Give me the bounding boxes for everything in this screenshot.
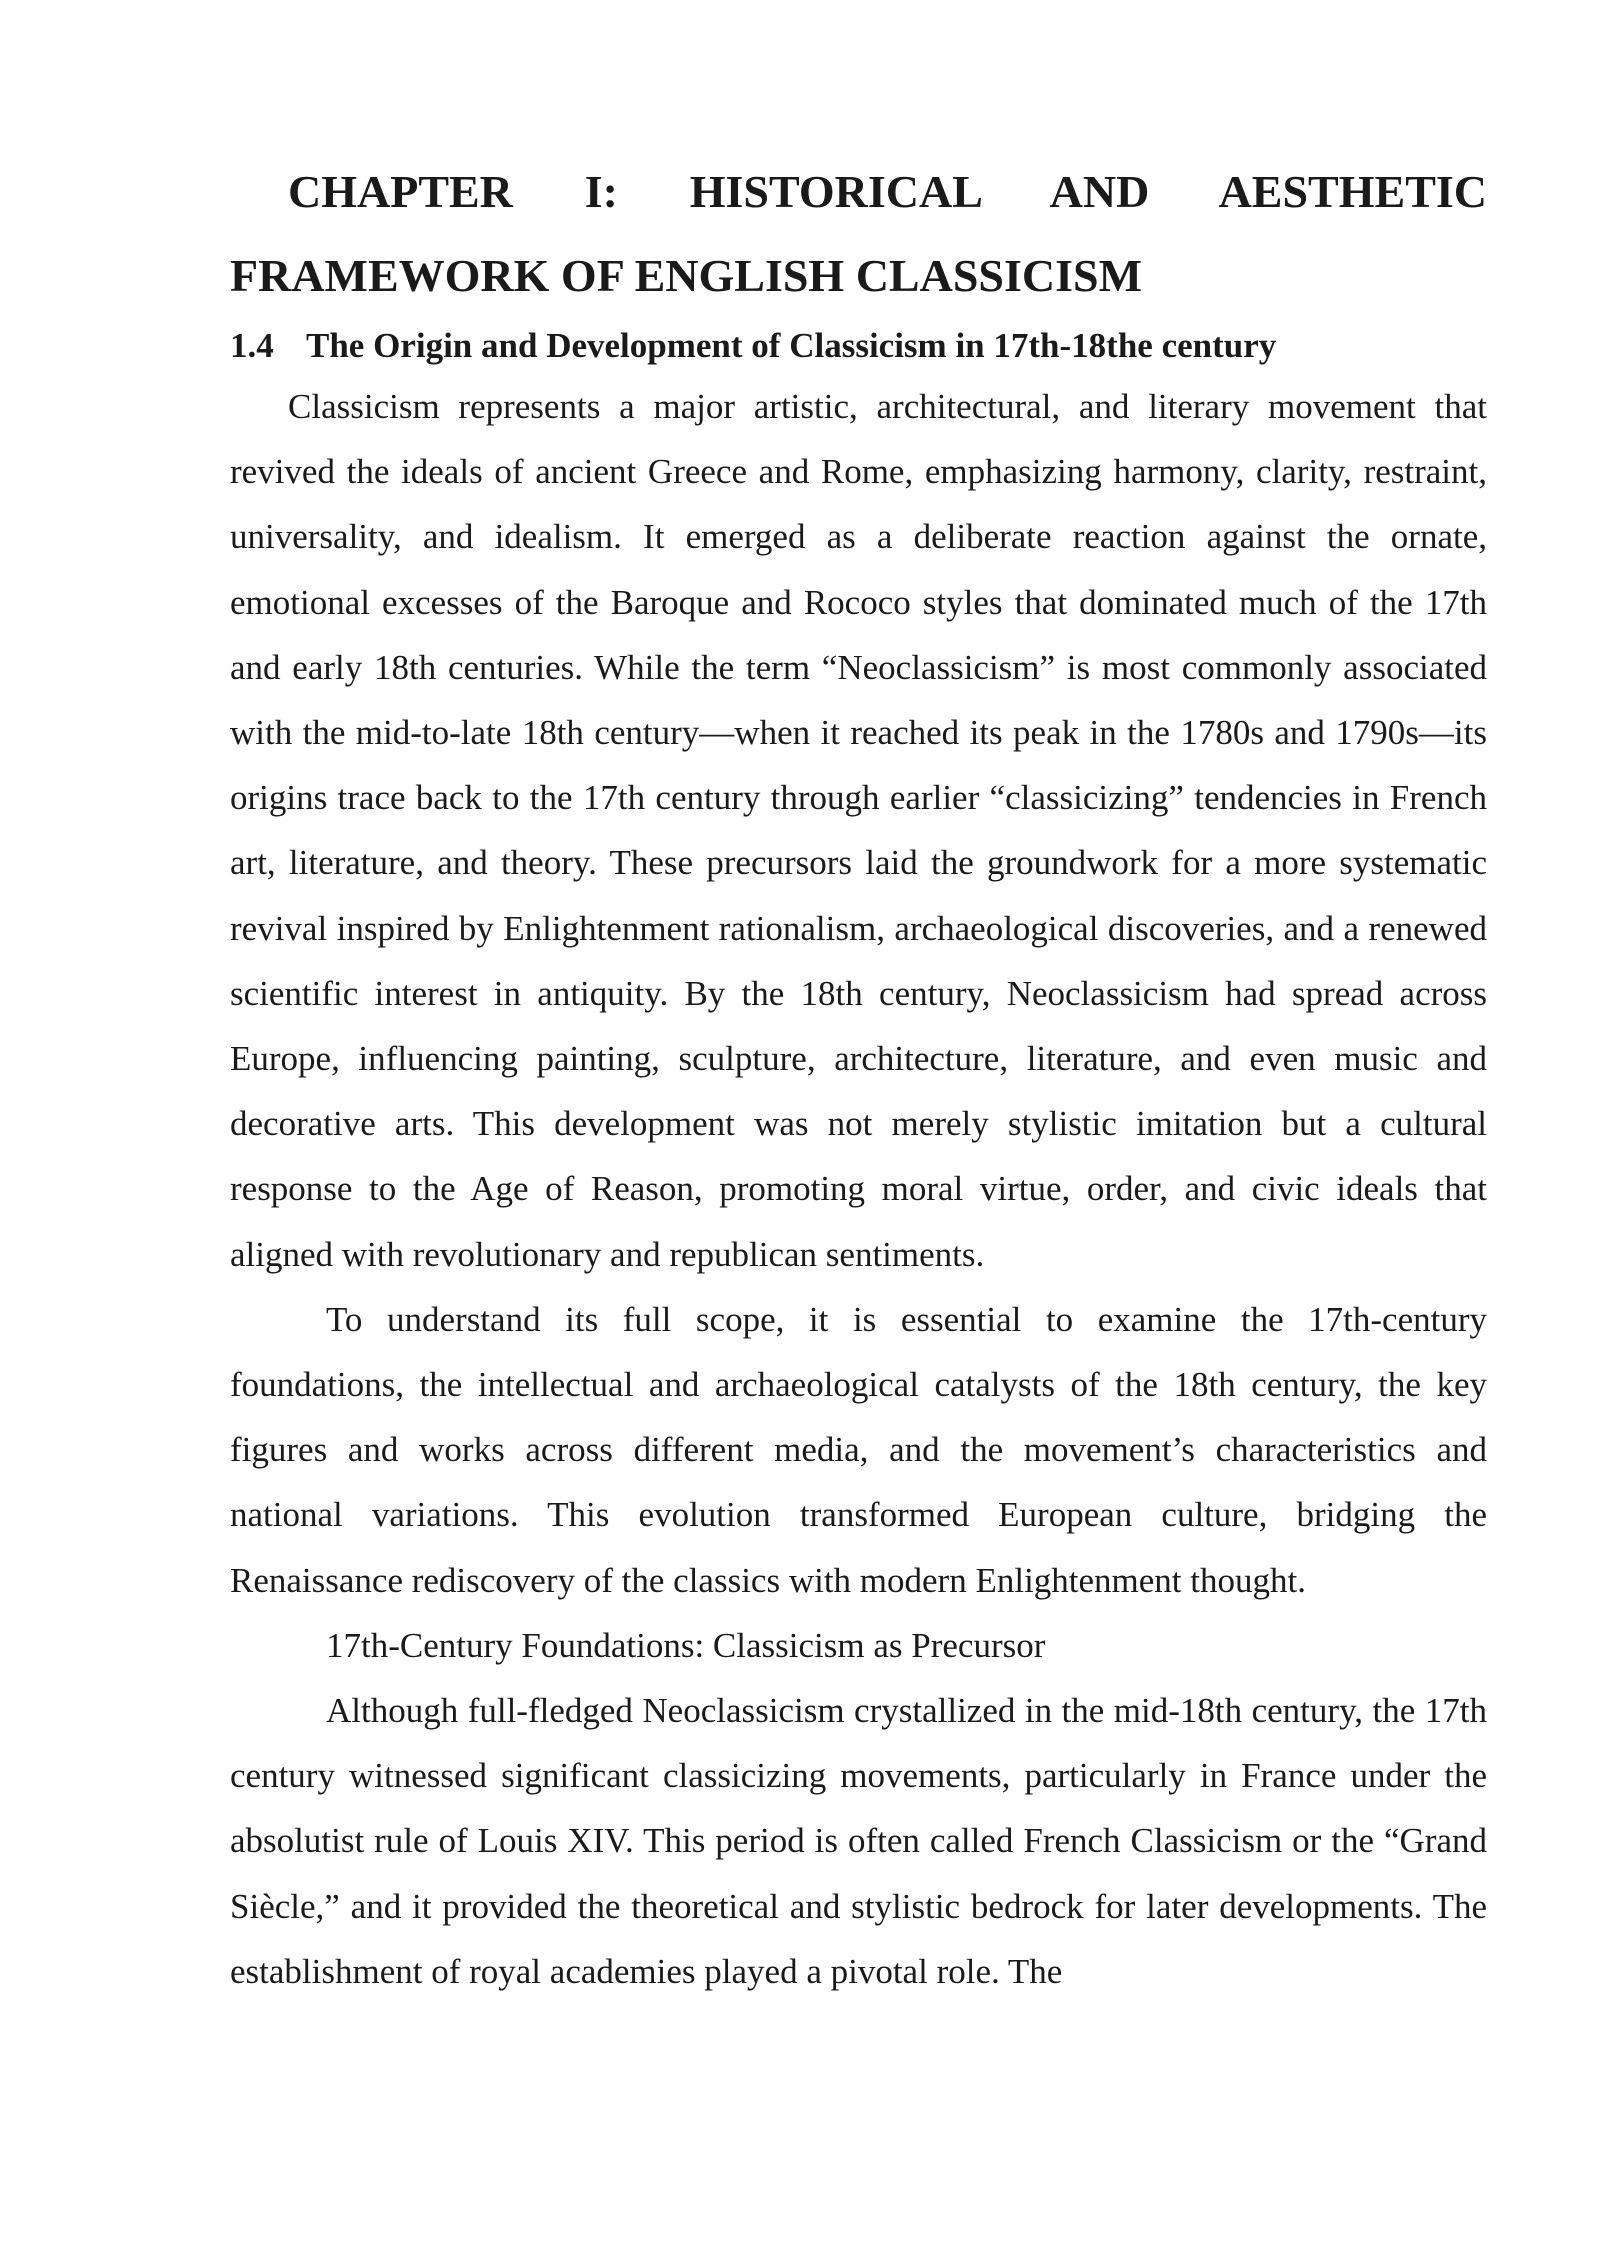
paragraph-2: To understand its full scope, it is essential to examine the 17th-century foundations, the intellectual and archaeological catalysts of the 18th century, the key figures and works across different media, and the movement’s characteristics and national variations. This evolution transformed European culture, bridging the Renaissance rediscovery of the classics with modern Enlightenment thought. [230,1299,1487,1600]
paragraph-3: Although full-fledged Neoclassicism crystallized in the mid-18th century, the 17th century witnessed significant classicizing movements, particularly in France under the absolutist rule of Louis XIV. This period is often called French Classicism or the “Grand Siècle,” and it provided the theoretical and stylistic bedrock for later developments. The establishment of royal academies played a pivotal role. The [230,1691,1487,1991]
document-page [230,150,1487,2004]
subheading: 17th-Century Foundations: Classicism as Precursor [326,1625,1046,1665]
paragraph-1: Classicism represents a major artistic, architectural, and literary movement that revived the ideals of ancient Greece and Rome, emphasizing harmony, clarity, restraint, universality, and idealism. It emerged as a deliberate reaction against the ornate, emotional excesses of the Baroque and Rococo styles that dominated much of the 17th and early 18th centuries. While the term “Neoclassicism” is most commonly associated with the mid-to-late 18th century—when it reached its peak in the 1780s and 1790s—its origins trace back to the 17th century through earlier “classicizing” tendencies in French art, literature, and theory. These precursors laid the groundwork for a more systematic revival inspired by Enlightenment rationalism, archaeological discoveries, and a renewed scientific interest in antiquity. By the 18th century, Neoclassicism had spread across Europe, influencing painting, sculpture, architecture, literature, and even music and decorative arts. This development was not merely stylistic imitation but a cultural response to the Age of Reason, promoting moral virtue, order, and civic ideals that aligned with revolutionary and republican sentiments. [230,387,1487,1274]
section-number: 1.4 [230,326,274,365]
chapter-title [230,150,1487,318]
section-heading [230,318,1487,374]
section-title: The Origin and Development of Classicism in 17th-18the century [306,326,1277,365]
chapter-title-line-1: CHAPTER I: HISTORICAL AND AESTHETIC [288,166,1487,217]
chapter-title-line-2: FRAMEWORK OF ENGLISH CLASSICISM [230,250,1143,301]
